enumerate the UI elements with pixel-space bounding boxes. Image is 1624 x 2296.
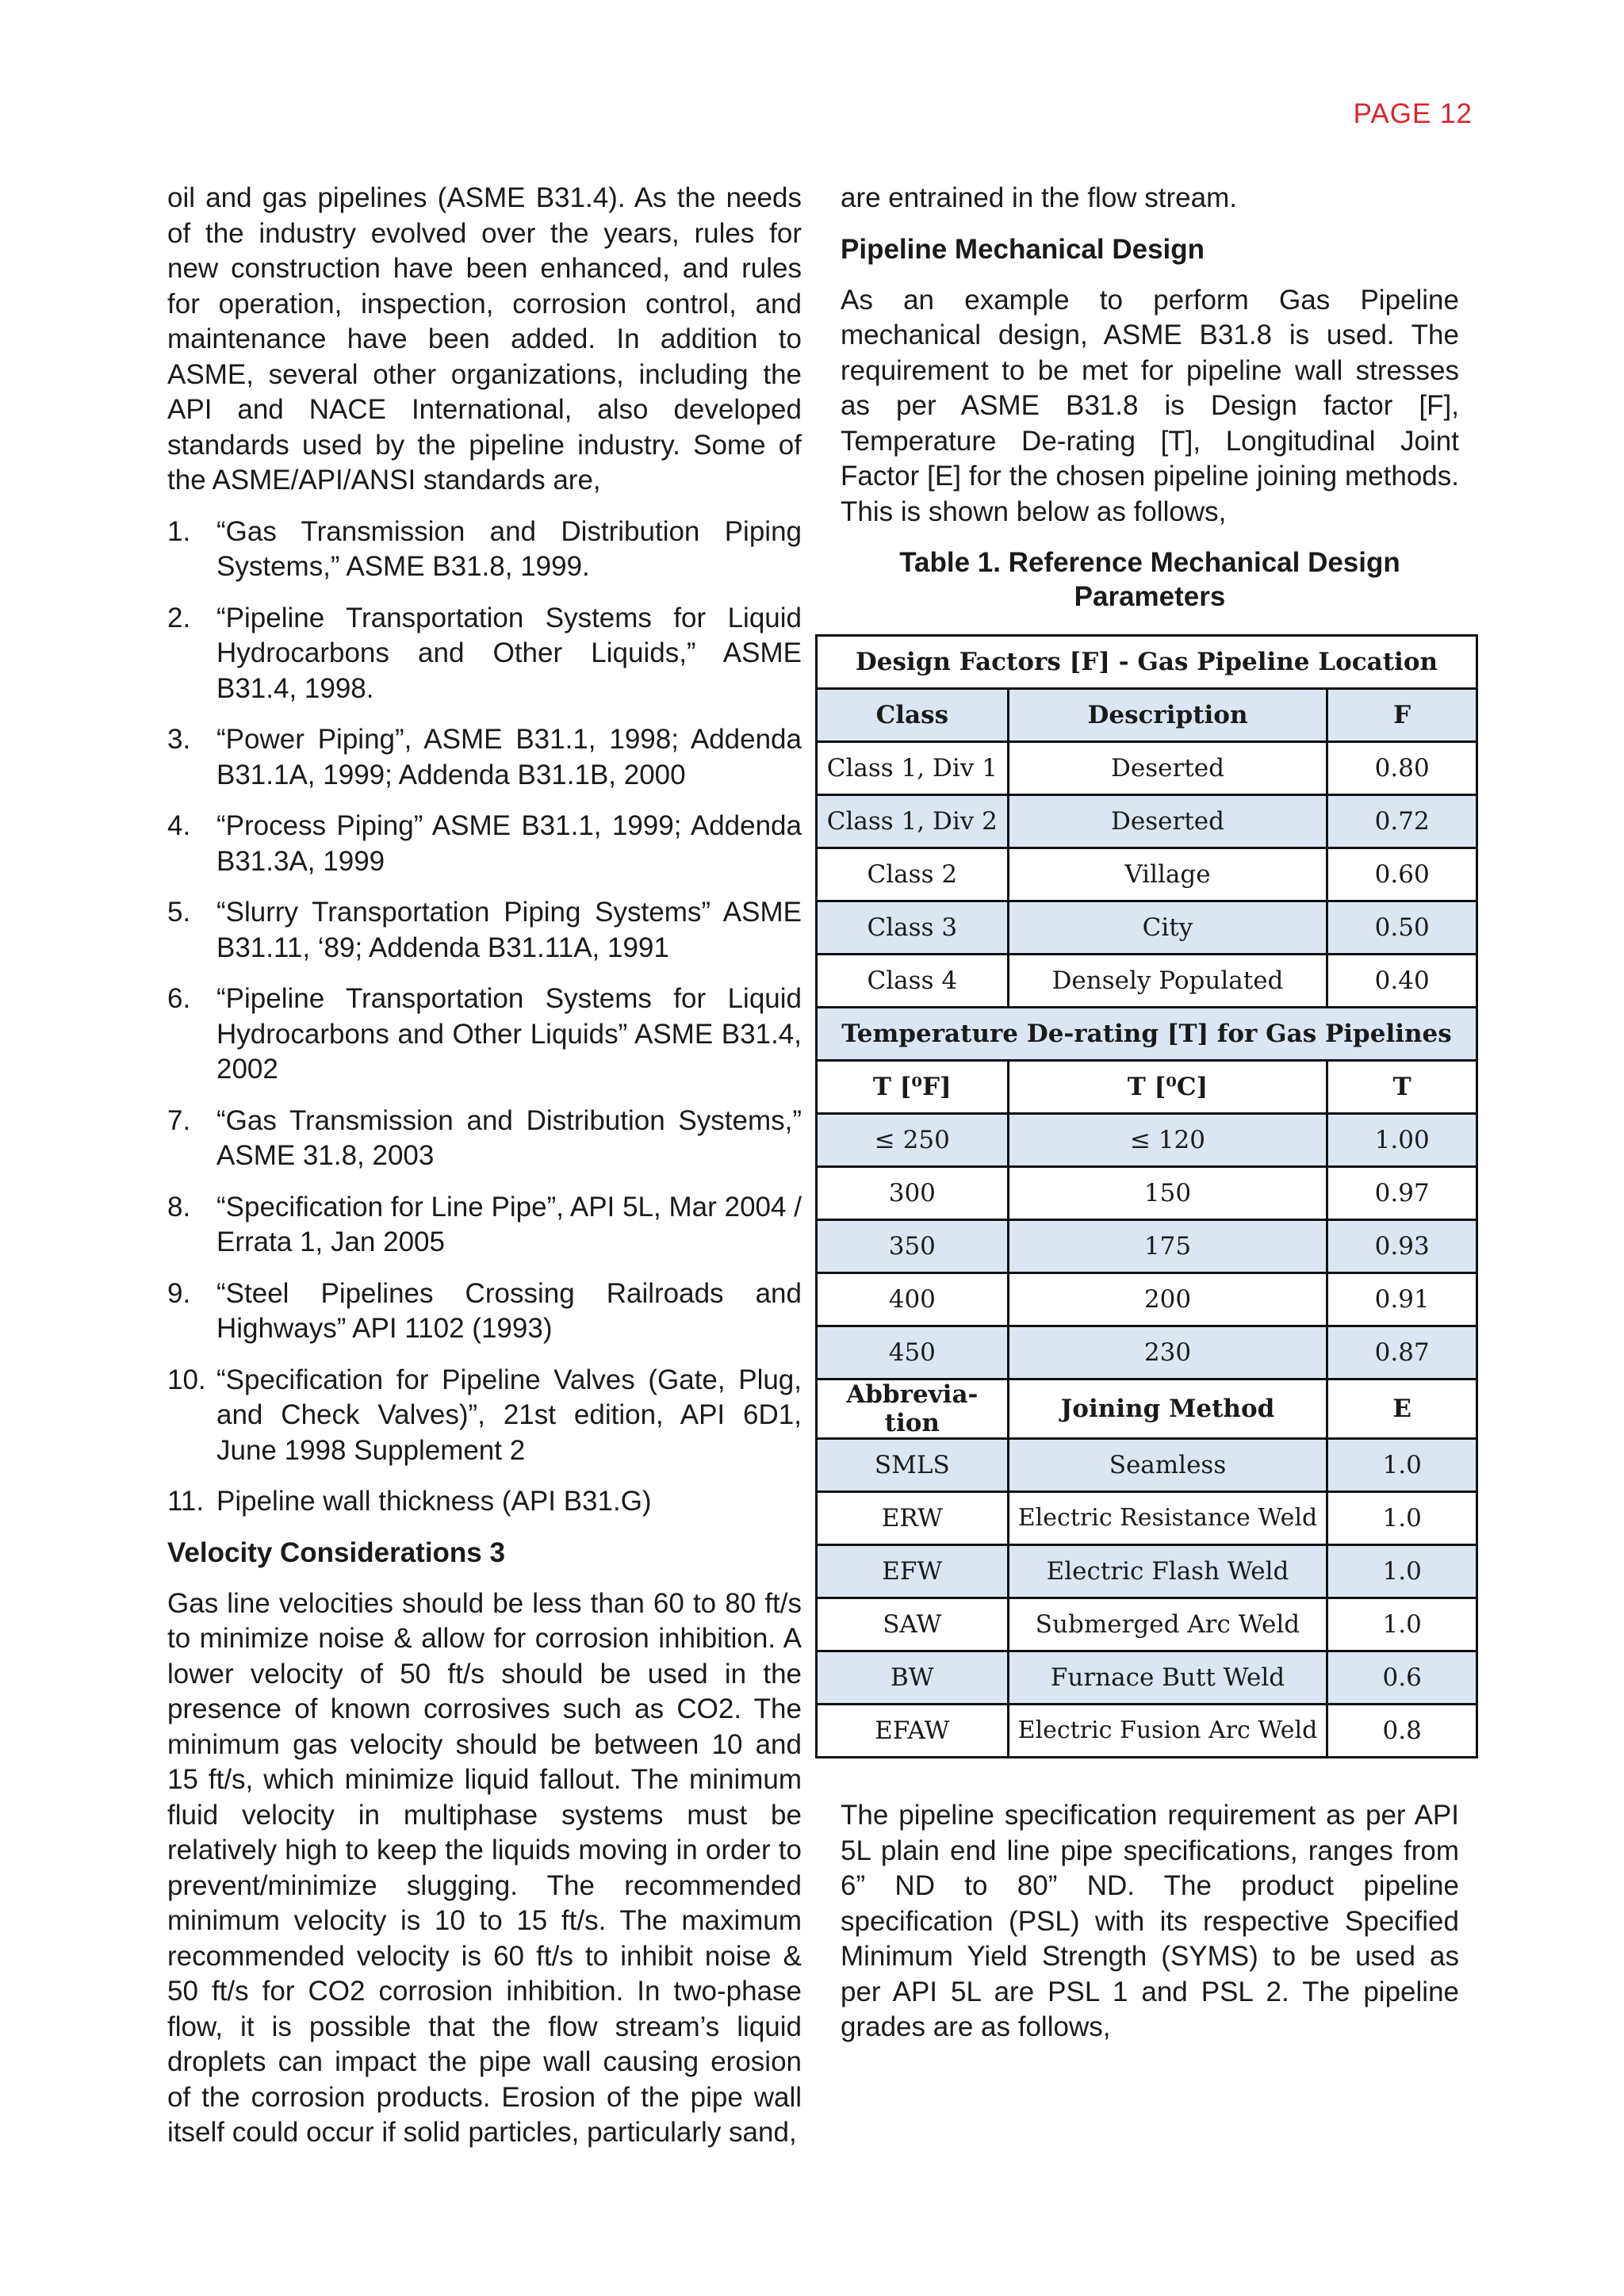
table-cell: 0.40 xyxy=(1327,955,1477,1008)
list-text: “Slurry Transportation Piping Systems” ASME B31.11, ‘89; Addenda B31.11A, 1991 xyxy=(216,897,802,963)
right-column xyxy=(826,181,1459,2061)
table-row xyxy=(817,1273,1477,1326)
table-cell: 0.60 xyxy=(1327,848,1477,901)
table-row xyxy=(817,1114,1477,1167)
column-header: T xyxy=(1327,1061,1477,1114)
list-number: 3. xyxy=(167,724,191,755)
table-cell: Class 2 xyxy=(817,848,1009,901)
list-item xyxy=(167,1190,802,1261)
table-cell: Electric Fusion Arc Weld xyxy=(1008,1705,1327,1758)
table-cell: ≤ 120 xyxy=(1008,1114,1327,1167)
list-text: “Process Piping” ASME B31.1, 1999; Addenda B31.3A, 1999 xyxy=(216,810,802,877)
list-number: 4. xyxy=(167,810,191,841)
list-number: 9. xyxy=(167,1277,191,1309)
design-parameters-table xyxy=(815,634,1478,1758)
list-number: 8. xyxy=(167,1191,191,1223)
table-row xyxy=(817,1220,1477,1273)
list-text: “Specification for Pipeline Valves (Gate, Plug, and Check Valves)”, 21st edition, API 6D1, June 1998 Supplement 2 xyxy=(216,1364,802,1466)
table-section-title-row xyxy=(817,1008,1477,1061)
table-cell: 230 xyxy=(1008,1326,1327,1380)
table-row xyxy=(817,1651,1477,1705)
table-cell: 1.00 xyxy=(1327,1114,1477,1167)
table-cell: 450 xyxy=(817,1326,1009,1380)
table-row xyxy=(817,1545,1477,1598)
table-cell: 0.50 xyxy=(1327,901,1477,955)
table-row xyxy=(817,1492,1477,1545)
table-cell: ERW xyxy=(817,1492,1009,1545)
list-item xyxy=(167,1104,802,1174)
table-row xyxy=(817,1167,1477,1220)
standards-list xyxy=(167,515,802,1520)
table-cell: ≤ 250 xyxy=(817,1114,1009,1167)
table-cell: Electric Resistance Weld xyxy=(1008,1492,1327,1545)
table-cell: Submerged Arc Weld xyxy=(1008,1598,1327,1651)
table-cell: 0.6 xyxy=(1327,1651,1477,1705)
table-cell: Seamless xyxy=(1008,1439,1327,1492)
list-text: “Power Piping”, ASME B31.1, 1998; Addenda B31.1A, 1999; Addenda B31.1B, 2000 xyxy=(216,724,802,790)
list-item xyxy=(167,982,802,1088)
list-text: “Pipeline Transportation Systems for Liquid Hydrocarbons and Other Liquids,” ASME B31.4, 1998. xyxy=(216,602,802,704)
table-cell: Class 4 xyxy=(817,955,1009,1008)
table-row xyxy=(817,1326,1477,1380)
table-row xyxy=(817,1705,1477,1758)
design-factors-title: Design Factors [F] - Gas Pipeline Location xyxy=(817,636,1477,689)
table-cell: Electric Flash Weld xyxy=(1008,1545,1327,1598)
table-header-row xyxy=(817,1061,1477,1114)
table-cell: 1.0 xyxy=(1327,1545,1477,1598)
table-cell: 400 xyxy=(817,1273,1009,1326)
list-text: “Gas Transmission and Distribution Piping Systems,” ASME B31.8, 1999. xyxy=(216,515,802,582)
list-text: “Steel Pipelines Crossing Railroads and Highways” API 1102 (1993) xyxy=(216,1277,802,1344)
left-column xyxy=(167,181,802,2167)
table-cell: 0.97 xyxy=(1327,1167,1477,1220)
column-header: Abbrevia-tion xyxy=(817,1380,1009,1439)
table-cell: 200 xyxy=(1008,1273,1327,1326)
list-number: 10. xyxy=(167,1364,206,1395)
list-item xyxy=(167,1484,802,1520)
list-text: Pipeline wall thickness (API B31.G) xyxy=(216,1486,652,1517)
list-item xyxy=(167,515,802,585)
table-cell: 350 xyxy=(817,1220,1009,1273)
list-number: 1. xyxy=(167,515,191,547)
table-row xyxy=(817,1598,1477,1651)
table-row xyxy=(817,848,1477,901)
table-row xyxy=(817,955,1477,1008)
list-item xyxy=(167,809,802,879)
table-header-row xyxy=(817,1380,1477,1439)
table-cell: Class 3 xyxy=(817,901,1009,955)
table-cell: EFAW xyxy=(817,1705,1009,1758)
table-cell: Deserted xyxy=(1008,795,1327,848)
table-cell: 0.87 xyxy=(1327,1326,1477,1380)
column-header: E xyxy=(1327,1380,1477,1439)
table-cell: City xyxy=(1008,901,1327,955)
temperature-derating-title: Temperature De-rating [T] for Gas Pipelines xyxy=(817,1008,1477,1061)
table-cell: Densely Populated xyxy=(1008,955,1327,1008)
list-item xyxy=(167,722,802,793)
table-row xyxy=(817,795,1477,848)
velocity-paragraph: Gas line velocities should be less than 60 to 80 ft/s to minimize noise & allow for corrosion inhibition. A lower velocity of 50 ft/s should be used in the presence of known corrosives such as CO2. The minimum gas velocity should be between 10 and 15 ft/s, which minimize liquid fallout. The minimum fluid velocity in multiphase systems must be relatively high to keep the liquids moving in order to prevent/minimize slugging. The recommended minimum velocity is 10 to 15 ft/s. The maximum recommended velocity is 60 ft/s to inhibit noise & 50 ft/s for CO2 corrosion inhibition. In two-phase flow, it is possible that the flow stream’s liquid droplets can impact the pipe wall causing erosion of the corrosion products. Erosion of the pipe wall itself could occur if solid particles, particularly sand, xyxy=(167,1587,802,2148)
table-cell: 0.8 xyxy=(1327,1705,1477,1758)
table-cell: Deserted xyxy=(1008,742,1327,795)
list-number: 6. xyxy=(167,983,191,1014)
mech-design-paragraph: As an example to perform Gas Pipeline mechanical design, ASME B31.8 is used. The requirement to be met for pipeline wall stresses as per ASME B31.8 is Design factor [F], Temperature De-rating [T], Longitudinal Joint Factor [E] for the chosen pipeline joining methods. This is shown below as follows, xyxy=(841,284,1459,527)
table-section-title-row xyxy=(817,636,1477,689)
list-item xyxy=(167,1363,802,1469)
list-text: “Gas Transmission and Distribution Systems,” ASME 31.8, 2003 xyxy=(216,1104,802,1171)
table-cell: 1.0 xyxy=(1327,1598,1477,1651)
list-number: 7. xyxy=(167,1104,191,1136)
table-row xyxy=(817,1439,1477,1492)
column-header: T [⁰F] xyxy=(817,1061,1009,1114)
table-row xyxy=(817,742,1477,795)
closing-paragraph: The pipeline specification requirement as per API 5L plain end line pipe specifications, ranges from 6” ND to 80” ND. The product pipeline specification (PSL) with its respective Specified Minimum Yield Strength (SYMS) to be used as per API 5L are PSL 1 and PSL 2. The pipeline grades are as follows, xyxy=(841,1800,1459,2042)
table-cell: 0.91 xyxy=(1327,1273,1477,1326)
table-cell: 0.93 xyxy=(1327,1220,1477,1273)
continuation-paragraph: are entrained in the flow stream. xyxy=(841,182,1237,213)
intro-paragraph: oil and gas pipelines (ASME B31.4). As the needs of the industry evolved over the years, rules for new construction have been enhanced, and rules for operation, inspection, corrosion control, and maintenance have been added. In addition to ASME, several other organizations, including the API and NACE International, also developed standards used by the pipeline industry. Some of the ASME/API/ANSI standards are, xyxy=(167,182,802,496)
list-number: 5. xyxy=(167,897,191,928)
table-cell: 0.72 xyxy=(1327,795,1477,848)
table-cell: BW xyxy=(817,1651,1009,1705)
table-cell: 1.0 xyxy=(1327,1439,1477,1492)
list-item xyxy=(167,1276,802,1347)
table-cell: SMLS xyxy=(817,1439,1009,1492)
list-number: 2. xyxy=(167,602,191,633)
column-header: T [⁰C] xyxy=(1008,1061,1327,1114)
table-row xyxy=(817,901,1477,955)
table-cell: 0.80 xyxy=(1327,742,1477,795)
table-cell: 175 xyxy=(1008,1220,1327,1273)
table-caption: Table 1. Reference Mechanical Design Parameters xyxy=(899,547,1400,612)
table-cell: Furnace Butt Weld xyxy=(1008,1651,1327,1705)
table-cell: Village xyxy=(1008,848,1327,901)
table-cell: Class 1, Div 1 xyxy=(817,742,1009,795)
table-cell: 300 xyxy=(817,1167,1009,1220)
list-item xyxy=(167,601,802,707)
column-header: Description xyxy=(1008,689,1327,742)
list-text: “Pipeline Transportation Systems for Liquid Hydrocarbons and Other Liquids” ASME B31.4, 2002 xyxy=(216,983,802,1085)
table-cell: 150 xyxy=(1008,1167,1327,1220)
column-header: Joining Method xyxy=(1008,1380,1327,1439)
table-cell: 1.0 xyxy=(1327,1492,1477,1545)
list-number: 11. xyxy=(167,1486,205,1517)
table-cell: SAW xyxy=(817,1598,1009,1651)
column-header: F xyxy=(1327,689,1477,742)
page-number: PAGE 12 xyxy=(1353,98,1473,129)
column-header: Class xyxy=(817,689,1009,742)
list-item xyxy=(167,895,802,966)
table-cell: Class 1, Div 2 xyxy=(817,795,1009,848)
velocity-heading: Velocity Considerations 3 xyxy=(167,1536,505,1568)
mech-design-heading: Pipeline Mechanical Design xyxy=(841,233,1205,265)
table-header-row xyxy=(817,689,1477,742)
table-cell: EFW xyxy=(817,1545,1009,1598)
list-text: “Specification for Line Pipe”, API 5L, Mar 2004 / Errata 1, Jan 2005 xyxy=(216,1191,802,1257)
